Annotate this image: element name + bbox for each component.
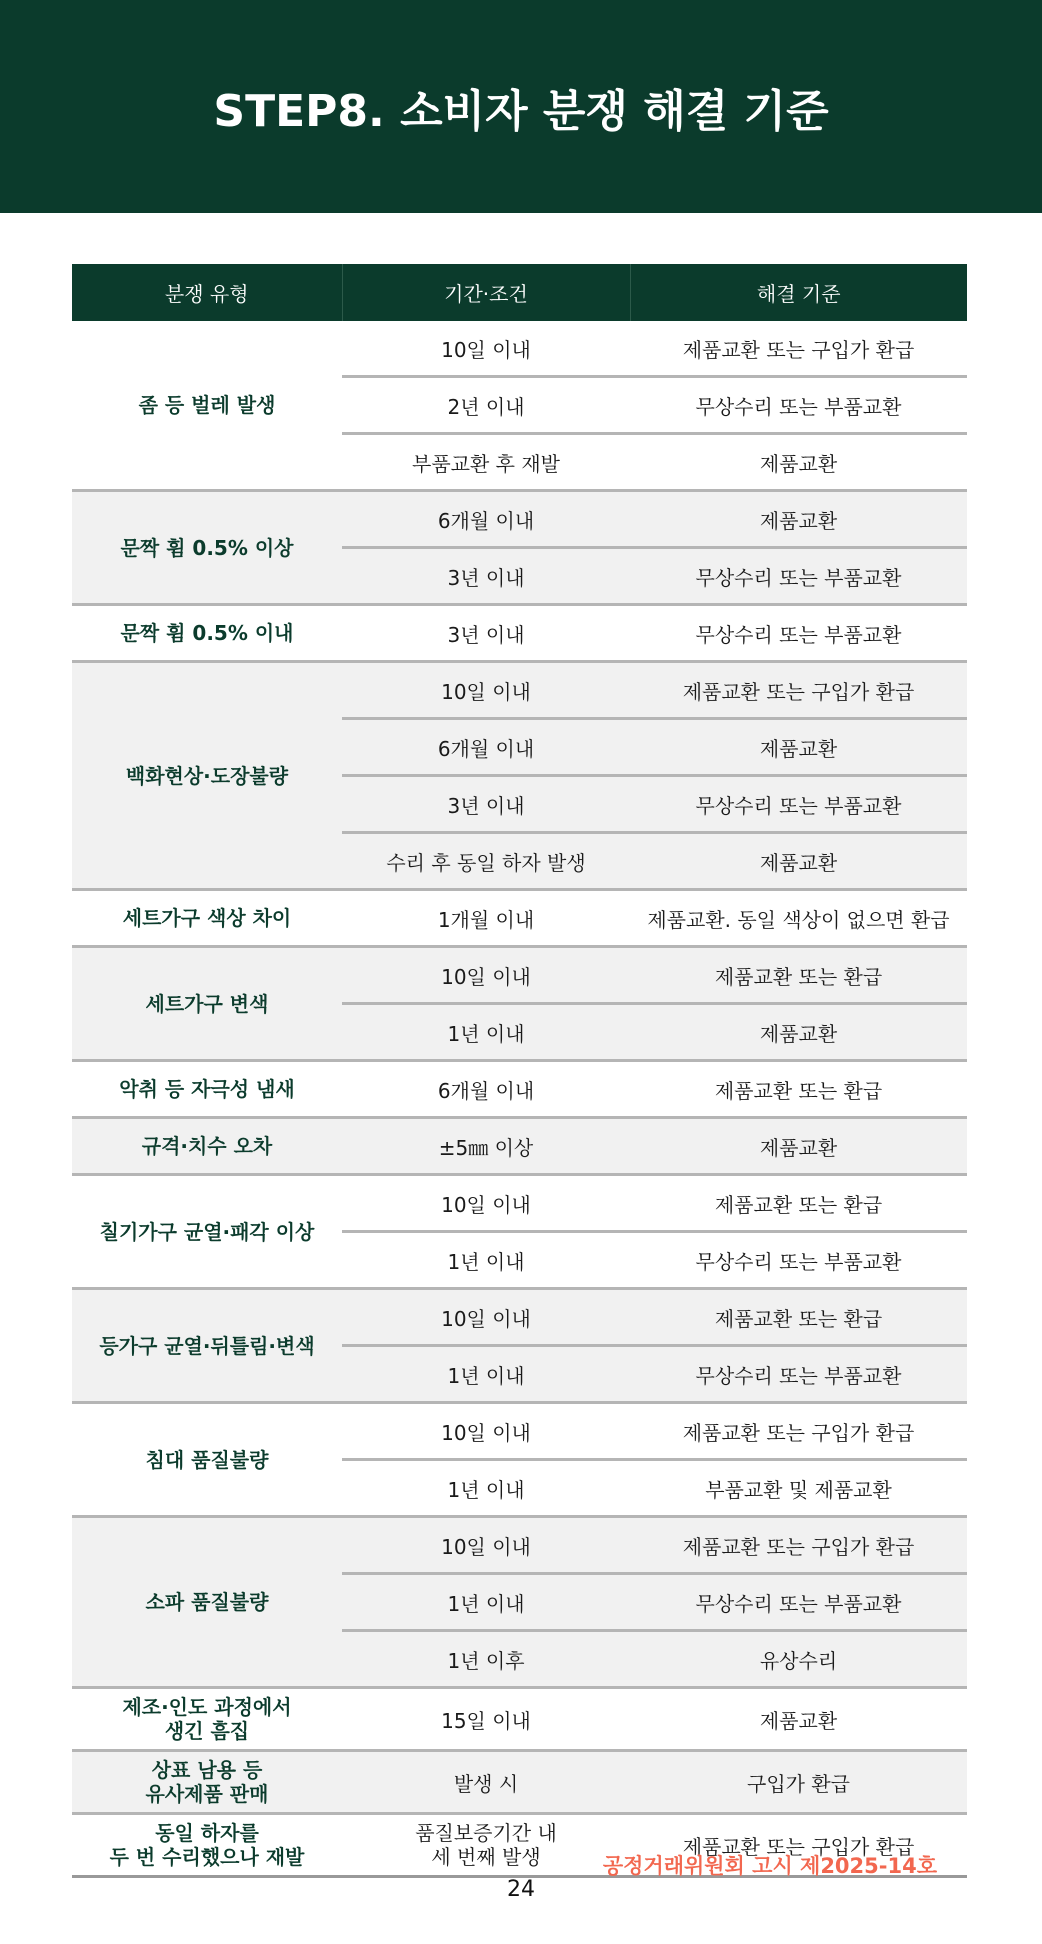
page-number: 24 — [507, 1877, 535, 1902]
period-cell: 10일 이내 — [342, 1175, 630, 1232]
resolution-cell: 무상수리 또는 부품교환 — [630, 776, 967, 833]
period-cell: 1년 이내 — [342, 1004, 630, 1061]
dispute-type-cell: 문짝 휨 0.5% 이내 — [72, 605, 342, 662]
resolution-cell: 제품교환 또는 구입가 환급 — [630, 662, 967, 719]
resolution-cell: 무상수리 또는 부품교환 — [630, 377, 967, 434]
table-row — [72, 662, 967, 719]
dispute-type-cell: 문짝 휨 0.5% 이상 — [72, 491, 342, 605]
period-cell: 수리 후 동일 하자 발생 — [342, 833, 630, 890]
dispute-type-cell: 소파 품질불량 — [72, 1517, 342, 1688]
dispute-type-cell: 악취 등 자극성 냄새 — [72, 1061, 342, 1118]
resolution-cell: 제품교환 또는 구입가 환급 — [630, 1403, 967, 1460]
dispute-type-cell: 좀 등 벌레 발생 — [72, 321, 342, 491]
period-cell: 1년 이내 — [342, 1346, 630, 1403]
dispute-type-cell — [72, 1751, 342, 1814]
dispute-type-line: 동일 하자를 — [155, 1821, 259, 1845]
period-cell: 10일 이내 — [342, 1517, 630, 1574]
period-cell: 1년 이후 — [342, 1631, 630, 1688]
header-period-condition: 기간·조건 — [342, 264, 630, 321]
regulation-notice: 공정거래위원회 고시 제2025-14호 — [602, 1854, 937, 1878]
dispute-type-cell: 칠기가구 균열·패각 이상 — [72, 1175, 342, 1289]
resolution-cell: 제품교환 — [630, 491, 967, 548]
period-cell: 3년 이내 — [342, 776, 630, 833]
dispute-table-container — [72, 264, 967, 1878]
table-row — [72, 605, 967, 662]
resolution-cell: 제품교환 — [630, 1688, 967, 1751]
dispute-type-cell: 침대 품질불량 — [72, 1403, 342, 1517]
resolution-cell: 무상수리 또는 부품교환 — [630, 605, 967, 662]
period-cell: 부품교환 후 재발 — [342, 434, 630, 491]
resolution-cell: 제품교환 또는 환급 — [630, 1175, 967, 1232]
table-row — [72, 1118, 967, 1175]
dispute-type-line: 두 번 수리했으나 재발 — [109, 1845, 305, 1869]
table-row — [72, 1517, 967, 1574]
period-cell: 10일 이내 — [342, 947, 630, 1004]
header-resolution: 해결 기준 — [630, 264, 967, 321]
table-row — [72, 321, 967, 377]
table-row — [72, 1289, 967, 1346]
resolution-cell: 제품교환 또는 환급 — [630, 1289, 967, 1346]
period-cell — [342, 1814, 630, 1877]
period-line: 품질보증기간 내 — [415, 1821, 557, 1845]
resolution-cell: 무상수리 또는 부품교환 — [630, 1346, 967, 1403]
dispute-type-cell — [72, 1688, 342, 1751]
page-header — [0, 0, 1042, 213]
resolution-cell: 제품교환 또는 구입가 환급 — [630, 1814, 967, 1877]
table-row — [72, 1688, 967, 1751]
resolution-cell: 제품교환 — [630, 434, 967, 491]
period-cell: 3년 이내 — [342, 548, 630, 605]
resolution-cell: 제품교환 또는 구입가 환급 — [630, 1517, 967, 1574]
resolution-cell: 제품교환 — [630, 1004, 967, 1061]
dispute-type-cell — [72, 1814, 342, 1877]
period-cell: 3년 이내 — [342, 605, 630, 662]
resolution-cell: 제품교환 또는 환급 — [630, 1061, 967, 1118]
dispute-resolution-table — [72, 264, 967, 1878]
dispute-type-cell: 세트가구 변색 — [72, 947, 342, 1061]
dispute-type-cell: 세트가구 색상 차이 — [72, 890, 342, 947]
dispute-type-cell: 규격·치수 오차 — [72, 1118, 342, 1175]
period-line: 세 번째 발생 — [431, 1845, 541, 1869]
period-cell: 발생 시 — [342, 1751, 630, 1814]
page-title: STEP8. 소비자 분쟁 해결 기준 — [213, 85, 829, 137]
dispute-type-cell: 등가구 균열·뒤틀림·변색 — [72, 1289, 342, 1403]
header-dispute-type: 분쟁 유형 — [72, 264, 342, 321]
table-row — [72, 1403, 967, 1460]
period-cell: 6개월 이내 — [342, 719, 630, 776]
resolution-cell: 제품교환. 동일 색상이 없으면 환급 — [630, 890, 967, 947]
resolution-cell: 부품교환 및 제품교환 — [630, 1460, 967, 1517]
dispute-type-line: 유사제품 판매 — [145, 1782, 269, 1806]
dispute-type-cell: 백화현상·도장불량 — [72, 662, 342, 890]
resolution-cell: 제품교환 또는 환급 — [630, 947, 967, 1004]
period-cell: 10일 이내 — [342, 662, 630, 719]
resolution-cell: 유상수리 — [630, 1631, 967, 1688]
resolution-cell: 무상수리 또는 부품교환 — [630, 1574, 967, 1631]
period-cell: 2년 이내 — [342, 377, 630, 434]
period-cell: 1개월 이내 — [342, 890, 630, 947]
dispute-type-line: 제조·인도 과정에서 — [122, 1695, 292, 1719]
resolution-cell: 제품교환 — [630, 1118, 967, 1175]
period-cell: 10일 이내 — [342, 1403, 630, 1460]
period-cell: 1년 이내 — [342, 1574, 630, 1631]
table-row — [72, 947, 967, 1004]
period-cell: 1년 이내 — [342, 1460, 630, 1517]
table-body — [72, 321, 967, 1877]
period-cell: 15일 이내 — [342, 1688, 630, 1751]
resolution-cell: 제품교환 또는 구입가 환급 — [630, 321, 967, 377]
period-cell: ±5㎜ 이상 — [342, 1118, 630, 1175]
period-cell: 10일 이내 — [342, 321, 630, 377]
table-header-row — [72, 264, 967, 321]
period-cell: 6개월 이내 — [342, 491, 630, 548]
resolution-cell: 구입가 환급 — [630, 1751, 967, 1814]
table-row — [72, 1751, 967, 1814]
resolution-cell: 제품교환 — [630, 833, 967, 890]
dispute-type-line: 상표 남용 등 — [151, 1758, 263, 1782]
period-cell: 6개월 이내 — [342, 1061, 630, 1118]
table-row — [72, 491, 967, 548]
period-cell: 1년 이내 — [342, 1232, 630, 1289]
resolution-cell: 무상수리 또는 부품교환 — [630, 1232, 967, 1289]
resolution-cell: 제품교환 — [630, 719, 967, 776]
table-row — [72, 1061, 967, 1118]
period-cell: 10일 이내 — [342, 1289, 630, 1346]
table-row — [72, 1175, 967, 1232]
resolution-cell: 무상수리 또는 부품교환 — [630, 548, 967, 605]
table-row — [72, 890, 967, 947]
dispute-type-line: 생긴 흠집 — [164, 1719, 250, 1743]
